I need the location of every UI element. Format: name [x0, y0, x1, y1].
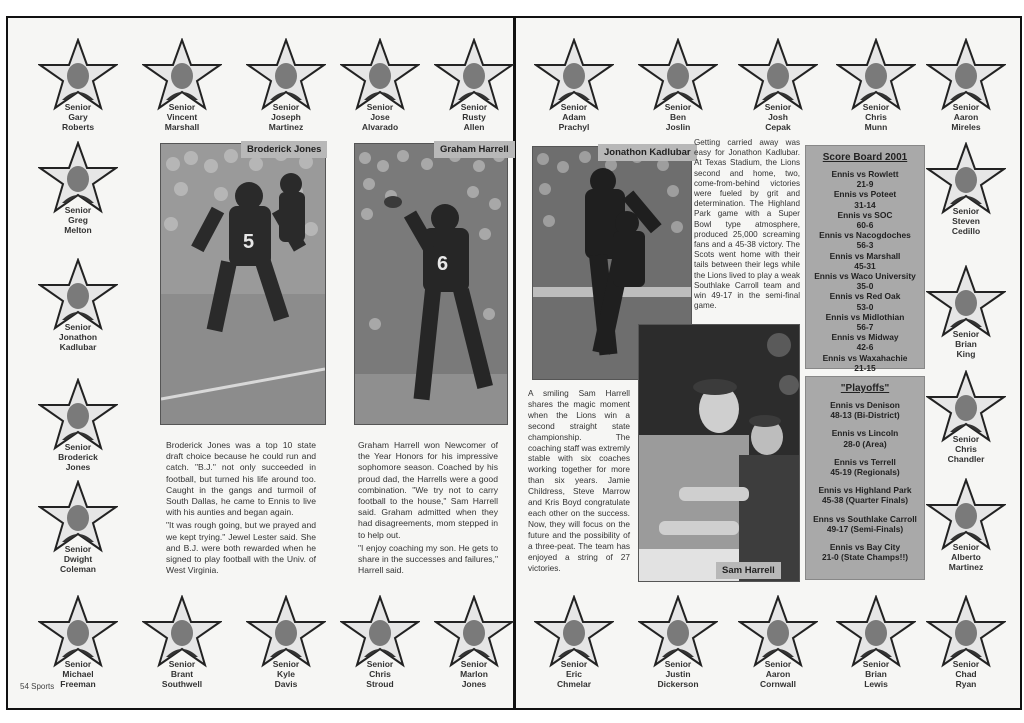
player-label: Senior	[64, 205, 92, 215]
player-caption	[38, 102, 118, 132]
player-portrait	[38, 258, 118, 354]
player-last: Stroud	[366, 679, 394, 689]
player-caption	[434, 659, 514, 689]
graham-harrell-story	[358, 440, 498, 578]
story-paragraph: Graham Harrell won Newcomer of the Year Honors for his impressive sophomore season. Coached by his proud dad, the Harrells were a good combination. "We try not to carry football to the house," Sam Harrell said. Graham admitted when they had disagreements, mom stepped in to help out.	[358, 440, 498, 540]
game-result	[806, 332, 924, 352]
player-face-photo	[171, 620, 193, 646]
player-label: Senior	[366, 659, 394, 669]
player-caption	[926, 542, 1006, 572]
player-last: Freeman	[60, 679, 96, 689]
player-last: King	[956, 349, 976, 359]
story-paragraph: Getting carried away was easy for Jonathon Kadlubar. At Texas Stadium, the Lions second and home, two, come-from-behind victories were fueled by grit and determination. The Highland Park game with a Super Bowl type atmosphere, produced 25,000 screaming fans and a 45-38 victory. The Scots went home with their tails between their legs while the Lions lived to play a weak Southlake Carroll team and win 49-17 in the semi-final game.	[694, 138, 800, 311]
player-portrait	[836, 38, 916, 134]
story-paragraph: Broderick Jones was a top 10 state draft choice because he could run and catch. "B.J." not only succeeded in football, but turned his life around too. Caught in the gangs and turmoil of South Dallas, he came to Ennis to live with his aunties and began again.	[166, 440, 316, 518]
game-score: 45-38 (Quarter Finals)	[821, 495, 909, 506]
player-label: Senior	[952, 102, 980, 112]
game-score: 45-19 (Regionals)	[830, 467, 900, 478]
player-label: Senior	[952, 659, 980, 669]
player-portrait	[638, 38, 718, 134]
player-caption	[340, 102, 420, 132]
player-label: Senior	[64, 544, 92, 554]
star-frame-icon	[534, 595, 614, 669]
player-caption	[142, 102, 222, 132]
player-face-photo	[955, 167, 977, 193]
player-caption	[534, 102, 614, 132]
player-portrait	[340, 595, 420, 691]
player-caption	[926, 329, 1006, 359]
player-face-photo	[67, 403, 89, 429]
player-portrait	[38, 38, 118, 134]
star-frame-icon	[142, 38, 222, 112]
player-face-photo	[955, 620, 977, 646]
player-first: Brian	[865, 669, 887, 679]
game-result	[806, 400, 924, 420]
player-portrait	[434, 38, 514, 134]
star-frame-icon	[434, 595, 514, 669]
game-result	[806, 353, 924, 373]
player-first: Jose	[370, 112, 390, 122]
sam-harrell-story	[528, 388, 630, 575]
player-face-photo	[667, 620, 689, 646]
story-paragraph: "It was rough going, but we prayed and we kept trying." Jewel Lester said. She and B.J. were both rewarded when he signed to play football with the Univ. of West Virginia.	[166, 520, 316, 576]
player-caption	[638, 102, 718, 132]
player-caption	[738, 102, 818, 132]
player-portrait	[534, 38, 614, 134]
player-caption	[926, 659, 1006, 689]
player-first: Josh	[768, 112, 788, 122]
player-last: Alvarado	[361, 122, 399, 132]
player-last: Cedillo	[951, 226, 981, 236]
game-result	[806, 542, 924, 562]
player-face-photo	[563, 63, 585, 89]
player-first: Eric	[565, 669, 583, 679]
player-caption	[142, 659, 222, 689]
player-label: Senior	[560, 102, 588, 112]
player-label: Senior	[952, 542, 980, 552]
story-paragraph: A smiling Sam Harrell shares the magic moment when the Lions win a second straight state championship. The coaching staff was extremly stable with six coaches working together for more than six years. Jamie Childress, Steve Marrow and Kris Boyd congratulate each other on the success. Now, they will focus on the future and the possibility of a three-peat. The team has enjoyed a string of 27 victories.	[528, 388, 630, 573]
player-last: Roberts	[61, 122, 95, 132]
player-caption	[926, 434, 1006, 464]
player-label: Senior	[862, 659, 890, 669]
game-result	[806, 189, 924, 209]
star-frame-icon	[638, 595, 718, 669]
player-label: Senior	[168, 102, 196, 112]
player-label: Senior	[366, 102, 394, 112]
player-caption	[434, 102, 514, 132]
player-portrait	[246, 38, 326, 134]
player-label: Senior	[64, 659, 92, 669]
player-caption	[38, 544, 118, 574]
player-label: Senior	[272, 659, 300, 669]
player-last: Melton	[64, 225, 92, 235]
player-face-photo	[67, 620, 89, 646]
player-last: Chandler	[947, 454, 985, 464]
player-portrait	[38, 141, 118, 237]
player-face-photo	[67, 505, 89, 531]
game-score: 35-0	[856, 281, 874, 292]
star-frame-icon	[836, 38, 916, 112]
player-label: Senior	[64, 102, 92, 112]
game-score: 21-0 (State Champs!!)	[821, 552, 909, 563]
player-caption	[926, 206, 1006, 236]
player-caption	[246, 102, 326, 132]
player-last: Cornwall	[760, 679, 796, 689]
player-caption	[534, 659, 614, 689]
star-frame-icon	[926, 142, 1006, 216]
player-first: Kyle	[277, 669, 295, 679]
player-first: Brian	[955, 339, 977, 349]
player-last: Martinez	[948, 562, 984, 572]
game-result	[806, 514, 924, 534]
player-first: Broderick	[58, 452, 98, 462]
star-frame-icon	[38, 378, 118, 452]
player-last: Jones	[65, 462, 91, 472]
player-first: Greg	[68, 215, 88, 225]
player-label: Senior	[952, 434, 980, 444]
player-portrait	[340, 38, 420, 134]
player-label: Senior	[862, 102, 890, 112]
game-score: 28-0 (Area)	[843, 438, 887, 449]
game-match: Ennis vs Lincoln	[831, 428, 899, 439]
star-frame-icon	[38, 38, 118, 112]
player-portrait	[836, 595, 916, 691]
player-first: Ben	[669, 112, 687, 122]
player-caption	[38, 442, 118, 472]
player-label: Senior	[952, 206, 980, 216]
game-match: Ennis vs Midway	[831, 332, 899, 343]
player-first: Adam	[562, 112, 586, 122]
player-portrait	[926, 265, 1006, 361]
player-first: Justin	[665, 669, 691, 679]
player-label: Senior	[64, 322, 92, 332]
player-first: Gary	[68, 112, 88, 122]
game-score: 21-9	[856, 179, 874, 190]
player-caption	[38, 205, 118, 235]
star-frame-icon	[340, 595, 420, 669]
player-face-photo	[463, 620, 485, 646]
game-result	[806, 428, 924, 448]
player-last: Coleman	[60, 564, 96, 574]
game-match: Ennis vs Nacogdoches	[819, 230, 911, 241]
scoreboard-box	[805, 145, 925, 373]
game-score: 45-31	[854, 260, 876, 271]
star-frame-icon	[738, 38, 818, 112]
playoffs-title: "Playoffs"	[840, 383, 890, 394]
player-label: Senior	[272, 102, 300, 112]
game-match: Ennis vs Highland Park	[818, 485, 912, 496]
jonathon-kadlubar-tag: Jonathon Kadlubar	[598, 144, 697, 161]
game-match: Ennis vs Red Oak	[829, 291, 901, 302]
player-caption	[738, 659, 818, 689]
player-caption	[926, 102, 1006, 132]
player-first: Alberto	[951, 552, 981, 562]
player-first: Aaron	[765, 669, 791, 679]
game-score: 49-17 (Semi-Finals)	[826, 523, 904, 534]
player-portrait	[926, 478, 1006, 574]
player-first: Dwight	[63, 554, 93, 564]
player-face-photo	[67, 283, 89, 309]
player-last: Jones	[461, 679, 487, 689]
player-portrait	[638, 595, 718, 691]
player-face-photo	[463, 63, 485, 89]
yearbook-spread	[6, 16, 1022, 710]
star-frame-icon	[246, 595, 326, 669]
game-result	[806, 457, 924, 477]
player-face-photo	[563, 620, 585, 646]
player-caption	[638, 659, 718, 689]
player-face-photo	[275, 620, 297, 646]
player-last: Marshall	[164, 122, 200, 132]
player-face-photo	[865, 620, 887, 646]
jersey-number: 6	[437, 253, 449, 275]
game-score: 56-3	[856, 240, 874, 251]
player-label: Senior	[460, 659, 488, 669]
game-match: Ennis vs Rowlett	[831, 169, 899, 179]
player-last: Cepak	[765, 122, 791, 132]
player-first: Marlon	[460, 669, 488, 679]
star-frame-icon	[38, 141, 118, 215]
player-caption	[38, 322, 118, 352]
player-label: Senior	[64, 442, 92, 452]
broderick-jones-photo	[160, 143, 326, 425]
game-result	[806, 230, 924, 250]
star-frame-icon	[926, 265, 1006, 339]
star-frame-icon	[246, 38, 326, 112]
game-result	[806, 312, 924, 332]
game-match: Ennis vs Terrell	[834, 456, 896, 467]
game-match: Ennis vs Marshall	[829, 250, 901, 261]
player-first: Chris	[955, 444, 977, 454]
player-face-photo	[67, 63, 89, 89]
star-frame-icon	[142, 595, 222, 669]
player-last: Dickerson	[657, 679, 699, 689]
story-paragraph: "I enjoy coaching my son. He gets to share in the successes and failures," Harrell said.	[358, 542, 498, 576]
player-last: Munn	[864, 122, 888, 132]
star-frame-icon	[738, 595, 818, 669]
player-last: Chmelar	[556, 679, 591, 689]
player-last: Davis	[274, 679, 298, 689]
game-score: 53-0	[856, 301, 874, 312]
game-match: Ennis vs Waco University	[814, 271, 916, 282]
player-portrait	[926, 38, 1006, 134]
game-match: Ennis vs Waxahachie	[822, 352, 908, 363]
game-score: 56-7	[856, 322, 874, 333]
game-match: Ennis vs Bay City	[829, 542, 901, 553]
player-portrait	[738, 38, 818, 134]
player-label: Senior	[460, 102, 488, 112]
player-first: Chris	[369, 669, 391, 679]
player-first: Aaron	[953, 112, 979, 122]
player-face-photo	[767, 620, 789, 646]
player-face-photo	[865, 63, 887, 89]
game-match: Ennis vs Midlothian	[825, 311, 905, 322]
player-label: Senior	[560, 659, 588, 669]
player-first: Steven	[952, 216, 980, 226]
graham-harrell-tag: Graham Harrell	[434, 141, 515, 158]
broderick-jones-tag: Broderick Jones	[241, 141, 327, 158]
player-face-photo	[667, 63, 689, 89]
player-face-photo	[955, 503, 977, 529]
player-label: Senior	[764, 102, 792, 112]
player-portrait	[534, 595, 614, 691]
player-portrait	[38, 480, 118, 576]
player-portrait	[38, 378, 118, 474]
player-portrait	[926, 142, 1006, 238]
player-portrait	[38, 595, 118, 691]
player-first: Chris	[865, 112, 887, 122]
star-frame-icon	[38, 480, 118, 554]
sam-harrell-photo	[638, 324, 800, 582]
player-face-photo	[369, 620, 391, 646]
player-caption	[38, 659, 118, 689]
player-first: Chad	[955, 669, 977, 679]
star-frame-icon	[534, 38, 614, 112]
player-label: Senior	[664, 659, 692, 669]
player-portrait	[142, 595, 222, 691]
player-first: Brant	[170, 669, 194, 679]
player-last: Allen	[463, 122, 485, 132]
star-frame-icon	[434, 38, 514, 112]
player-first: Joseph	[271, 112, 301, 122]
player-first: Rusty	[462, 112, 486, 122]
game-result	[806, 251, 924, 271]
game-result	[806, 271, 924, 291]
player-last: Mireles	[951, 122, 981, 132]
game-match: Ennis vs Denison	[830, 400, 900, 410]
game-score: 60-6	[856, 220, 874, 231]
star-frame-icon	[926, 595, 1006, 669]
player-portrait	[246, 595, 326, 691]
star-frame-icon	[926, 370, 1006, 444]
player-portrait	[926, 370, 1006, 466]
player-last: Ryan	[955, 679, 977, 689]
star-frame-icon	[38, 258, 118, 332]
player-face-photo	[171, 63, 193, 89]
player-first: Vincent	[166, 112, 198, 122]
playoffs-box	[805, 376, 925, 580]
star-frame-icon	[340, 38, 420, 112]
game-result	[806, 291, 924, 311]
player-label: Senior	[764, 659, 792, 669]
game-result	[806, 210, 924, 230]
player-last: Lewis	[864, 679, 888, 689]
player-caption	[836, 659, 916, 689]
player-label: Senior	[664, 102, 692, 112]
player-face-photo	[369, 63, 391, 89]
kadlubar-story	[694, 138, 800, 313]
player-caption	[836, 102, 916, 132]
page-folio: 54 Sports	[20, 682, 55, 691]
broderick-jones-story	[166, 440, 316, 578]
player-last: Prachyl	[558, 122, 590, 132]
game-score: 48-13 (Bi-District)	[830, 410, 900, 421]
game-score: 42-6	[856, 342, 874, 353]
player-first: Jonathon	[58, 332, 98, 342]
player-first: Michael	[62, 669, 94, 679]
star-frame-icon	[638, 38, 718, 112]
player-caption	[246, 659, 326, 689]
game-result	[806, 485, 924, 505]
player-portrait	[434, 595, 514, 691]
star-frame-icon	[38, 595, 118, 669]
player-last: Southwell	[161, 679, 203, 689]
player-face-photo	[955, 290, 977, 316]
player-face-photo	[275, 63, 297, 89]
game-result	[806, 169, 924, 189]
game-match: Ennis vs SOC	[837, 209, 893, 220]
player-portrait	[738, 595, 818, 691]
game-match: Ennis vs Poteet	[833, 189, 897, 200]
star-frame-icon	[926, 38, 1006, 112]
game-match: Enns vs Southlake Carroll	[813, 513, 917, 524]
scoreboard-title: Score Board 2001	[822, 152, 908, 163]
graham-harrell-photo	[354, 143, 508, 425]
player-label: Senior	[952, 329, 980, 339]
player-caption	[340, 659, 420, 689]
game-score: 21-15	[854, 362, 876, 373]
player-portrait	[142, 38, 222, 134]
star-frame-icon	[836, 595, 916, 669]
player-face-photo	[67, 166, 89, 192]
player-face-photo	[955, 395, 977, 421]
player-last: Martinez	[268, 122, 304, 132]
player-label: Senior	[168, 659, 196, 669]
player-face-photo	[767, 63, 789, 89]
game-score: 31-14	[854, 199, 876, 210]
player-face-photo	[955, 63, 977, 89]
star-frame-icon	[926, 478, 1006, 552]
player-last: Joslin	[665, 122, 691, 132]
jersey-number: 5	[243, 231, 255, 253]
sam-harrell-tag: Sam Harrell	[716, 562, 781, 579]
player-portrait	[926, 595, 1006, 691]
player-last: Kadlubar	[59, 342, 97, 352]
